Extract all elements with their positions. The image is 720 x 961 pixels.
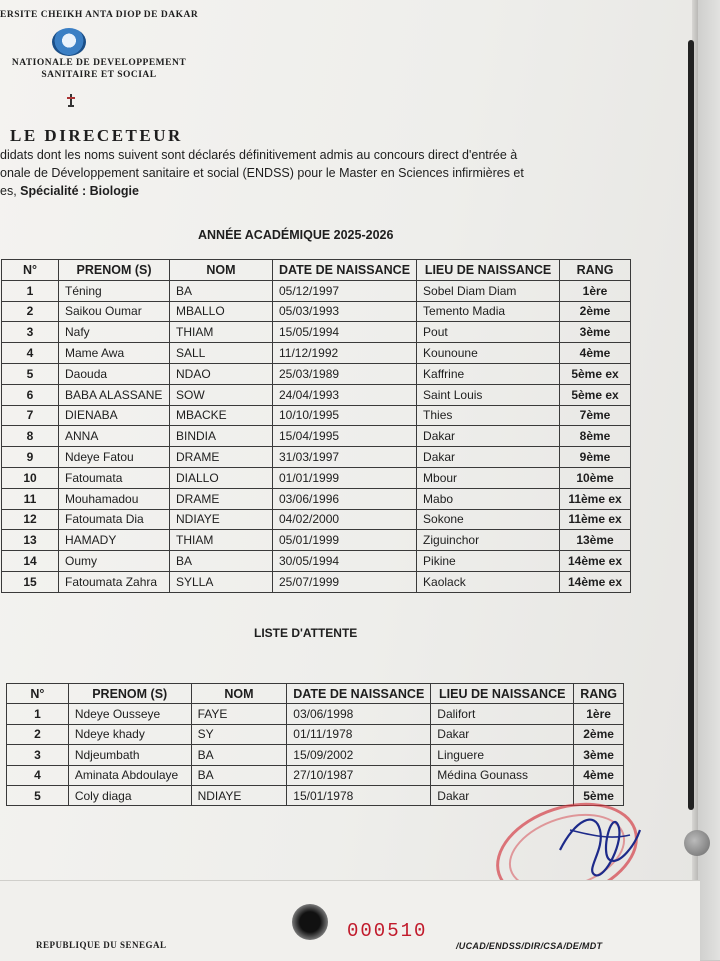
table-row <box>2 280 631 301</box>
cell-rang: 3ème <box>560 322 631 343</box>
cell-lieu: Kaffrine <box>417 363 560 384</box>
admitted-table <box>1 259 631 593</box>
punch-hole <box>292 904 328 940</box>
table-header-row <box>7 684 624 704</box>
cell-nom: SY <box>191 724 287 744</box>
table-row <box>2 301 631 322</box>
cell-lieu: Temento Madia <box>417 301 560 322</box>
cell-date: 11/12/1992 <box>273 343 417 364</box>
cell-prenom: HAMADY <box>59 530 170 551</box>
emblem-icon <box>66 92 76 108</box>
table-row <box>7 765 624 785</box>
cell-prenom: Ndeye Ousseye <box>68 704 191 724</box>
cell-rang: 13ème <box>560 530 631 551</box>
cell-rang: 4ème <box>574 765 624 785</box>
cell-number: 14 <box>2 551 59 572</box>
cell-date: 27/10/1987 <box>287 765 431 785</box>
cell-lieu: Dakar <box>417 447 560 468</box>
cell-date: 01/01/1999 <box>273 467 417 488</box>
cell-prenom: Ndeye Fatou <box>59 447 170 468</box>
table-row <box>2 571 631 592</box>
cell-date: 05/01/1999 <box>273 530 417 551</box>
cell-rang: 11ème ex <box>560 509 631 530</box>
cell-number: 9 <box>2 447 59 468</box>
col-header-number: N° <box>7 684 69 704</box>
table-row <box>7 785 624 805</box>
table-row <box>2 551 631 572</box>
cell-prenom: Mame Awa <box>59 343 170 364</box>
cell-date: 15/05/1994 <box>273 322 417 343</box>
cell-date: 15/01/1978 <box>287 785 431 805</box>
cell-nom: SALL <box>170 343 273 364</box>
cell-lieu: Dalifort <box>431 704 574 724</box>
col-header-number: N° <box>2 260 59 281</box>
cell-rang: 9ème <box>560 447 631 468</box>
school-name <box>4 57 194 81</box>
director-title: LE DIRECETEUR <box>10 126 183 145</box>
cell-nom: SYLLA <box>170 571 273 592</box>
cell-rang: 5ème <box>574 785 624 805</box>
col-header-prenom: PRENOM (S) <box>59 260 170 281</box>
cell-date: 05/03/1993 <box>273 301 417 322</box>
cell-nom: THIAM <box>170 530 273 551</box>
intro-line-3-prefix: es, <box>0 184 17 198</box>
cell-lieu: Pout <box>417 322 560 343</box>
serial-number: 000510 <box>347 920 428 942</box>
table-row <box>7 724 624 744</box>
cell-rang: 2ème <box>560 301 631 322</box>
cell-lieu: Saint Louis <box>417 384 560 405</box>
cell-date: 31/03/1997 <box>273 447 417 468</box>
cell-number: 7 <box>2 405 59 426</box>
cell-prenom: BABA ALASSANE <box>59 384 170 405</box>
cell-prenom: Oumy <box>59 551 170 572</box>
cell-prenom: Ndjeumbath <box>68 745 191 765</box>
cell-date: 04/02/2000 <box>273 509 417 530</box>
cell-date: 05/12/1997 <box>273 280 417 301</box>
cell-lieu: Sobel Diam Diam <box>417 280 560 301</box>
cell-prenom: Daouda <box>59 363 170 384</box>
cell-rang: 14ème ex <box>560 551 631 572</box>
cell-lieu: Dakar <box>431 724 574 744</box>
republic-header: REPUBLIQUE DU SENEGAL <box>36 940 167 950</box>
school-name-line2: SANITAIRE ET SOCIAL <box>41 70 157 80</box>
cell-number: 3 <box>2 322 59 343</box>
cell-date: 10/10/1995 <box>273 405 417 426</box>
background-surface <box>698 0 720 960</box>
cell-rang: 1ère <box>560 280 631 301</box>
cell-nom: DRAME <box>170 488 273 509</box>
cell-prenom: Téning <box>59 280 170 301</box>
cell-number: 13 <box>2 530 59 551</box>
table-row <box>2 384 631 405</box>
cell-lieu: Thies <box>417 405 560 426</box>
table-row <box>2 447 631 468</box>
cell-number: 8 <box>2 426 59 447</box>
cell-lieu: Dakar <box>431 785 574 805</box>
col-header-nom: NOM <box>170 260 273 281</box>
cell-nom: BINDIA <box>170 426 273 447</box>
school-name-line1: NATIONALE DE DEVELOPPEMENT <box>11 58 187 68</box>
cell-lieu: Sokone <box>417 509 560 530</box>
cell-nom: NDAO <box>170 363 273 384</box>
cell-number: 5 <box>7 785 69 805</box>
cell-rang: 7ème <box>560 405 631 426</box>
cell-number: 4 <box>7 765 69 785</box>
cell-number: 12 <box>2 509 59 530</box>
cell-nom: FAYE <box>191 704 287 724</box>
table-row <box>7 704 624 724</box>
school-logo <box>52 28 86 56</box>
intro-line-3 <box>0 182 690 200</box>
cell-date: 30/05/1994 <box>273 551 417 572</box>
cell-rang: 5ème ex <box>560 384 631 405</box>
table-row <box>2 405 631 426</box>
cell-date: 25/03/1989 <box>273 363 417 384</box>
binder-ring <box>684 830 710 856</box>
cell-number: 5 <box>2 363 59 384</box>
cell-number: 3 <box>7 745 69 765</box>
reference-code: /UCAD/ENDSS/DIR/CSA/DE/MDT <box>456 941 603 951</box>
cell-rang: 5ème ex <box>560 363 631 384</box>
cell-rang: 1ère <box>574 704 624 724</box>
university-name: ERSITE CHEIKH ANTA DIOP DE DAKAR <box>0 10 199 20</box>
cell-date: 01/11/1978 <box>287 724 431 744</box>
academic-year: ANNÉE ACADÉMIQUE 2025-2026 <box>198 228 394 242</box>
table-row <box>2 509 631 530</box>
cell-nom: BA <box>191 765 287 785</box>
table-row <box>2 467 631 488</box>
col-header-rang: RANG <box>560 260 631 281</box>
cell-lieu: Dakar <box>417 426 560 447</box>
cell-lieu: Kounoune <box>417 343 560 364</box>
cell-nom: BA <box>170 551 273 572</box>
cell-nom: SOW <box>170 384 273 405</box>
cell-number: 10 <box>2 467 59 488</box>
cell-rang: 8ème <box>560 426 631 447</box>
cell-nom: BA <box>170 280 273 301</box>
col-header-date: DATE DE NAISSANCE <box>273 260 417 281</box>
cell-number: 4 <box>2 343 59 364</box>
cell-prenom: ANNA <box>59 426 170 447</box>
cell-prenom: Fatoumata Zahra <box>59 571 170 592</box>
cell-date: 03/06/1996 <box>273 488 417 509</box>
cell-rang: 3ème <box>574 745 624 765</box>
cell-lieu: Mabo <box>417 488 560 509</box>
col-header-nom: NOM <box>191 684 287 704</box>
cell-nom: NDIAYE <box>191 785 287 805</box>
col-header-lieu: LIEU DE NAISSANCE <box>431 684 574 704</box>
cell-prenom: Fatoumata Dia <box>59 509 170 530</box>
waiting-list-title: LISTE D'ATTENTE <box>254 626 358 640</box>
cell-rang: 11ème ex <box>560 488 631 509</box>
cell-date: 15/09/2002 <box>287 745 431 765</box>
cell-number: 15 <box>2 571 59 592</box>
cell-date: 03/06/1998 <box>287 704 431 724</box>
cell-lieu: Médina Gounass <box>431 765 574 785</box>
cell-nom: MBALLO <box>170 301 273 322</box>
table-row <box>2 363 631 384</box>
cell-number: 1 <box>2 280 59 301</box>
cell-lieu: Mbour <box>417 467 560 488</box>
cell-nom: MBACKE <box>170 405 273 426</box>
cell-lieu: Pikine <box>417 551 560 572</box>
table-header-row <box>2 260 631 281</box>
cell-number: 2 <box>7 724 69 744</box>
waiting-list-table <box>6 683 624 806</box>
table-row <box>2 488 631 509</box>
intro-line-1: didats dont les noms suivent sont déclarés définitivement admis au concours direct d'entrée à <box>0 148 518 162</box>
cell-prenom: Coly diaga <box>68 785 191 805</box>
col-header-prenom: PRENOM (S) <box>68 684 191 704</box>
table-row <box>7 745 624 765</box>
cell-number: 1 <box>7 704 69 724</box>
cell-prenom: DIENABA <box>59 405 170 426</box>
table-row <box>2 530 631 551</box>
cell-prenom: Ndeye khady <box>68 724 191 744</box>
cell-lieu: Kaolack <box>417 571 560 592</box>
table-row <box>2 322 631 343</box>
cell-rang: 2ème <box>574 724 624 744</box>
cell-date: 15/04/1995 <box>273 426 417 447</box>
cell-rang: 10ème <box>560 467 631 488</box>
intro-line-2: onale de Développement sanitaire et social (ENDSS) pour le Master en Sciences infirmières et <box>0 166 524 180</box>
specialty-label: Spécialité : Biologie <box>20 184 139 198</box>
table-row <box>2 426 631 447</box>
cell-lieu: Linguere <box>431 745 574 765</box>
cell-number: 2 <box>2 301 59 322</box>
cell-nom: DRAME <box>170 447 273 468</box>
cell-nom: THIAM <box>170 322 273 343</box>
cell-prenom: Aminata Abdoulaye <box>68 765 191 785</box>
director-signature <box>540 800 650 890</box>
cell-number: 11 <box>2 488 59 509</box>
cell-prenom: Fatoumata <box>59 467 170 488</box>
intro-paragraph <box>0 146 690 200</box>
cell-number: 6 <box>2 384 59 405</box>
cell-nom: DIALLO <box>170 467 273 488</box>
cell-date: 24/04/1993 <box>273 384 417 405</box>
cell-prenom: Nafy <box>59 322 170 343</box>
cell-nom: BA <box>191 745 287 765</box>
cell-nom: NDIAYE <box>170 509 273 530</box>
cell-lieu: Ziguinchor <box>417 530 560 551</box>
cell-rang: 4ème <box>560 343 631 364</box>
cell-date: 25/07/1999 <box>273 571 417 592</box>
col-header-lieu: LIEU DE NAISSANCE <box>417 260 560 281</box>
cell-rang: 14ème ex <box>560 571 631 592</box>
table-row <box>2 343 631 364</box>
col-header-date: DATE DE NAISSANCE <box>287 684 431 704</box>
col-header-rang: RANG <box>574 684 624 704</box>
cell-prenom: Mouhamadou <box>59 488 170 509</box>
cell-prenom: Saikou Oumar <box>59 301 170 322</box>
